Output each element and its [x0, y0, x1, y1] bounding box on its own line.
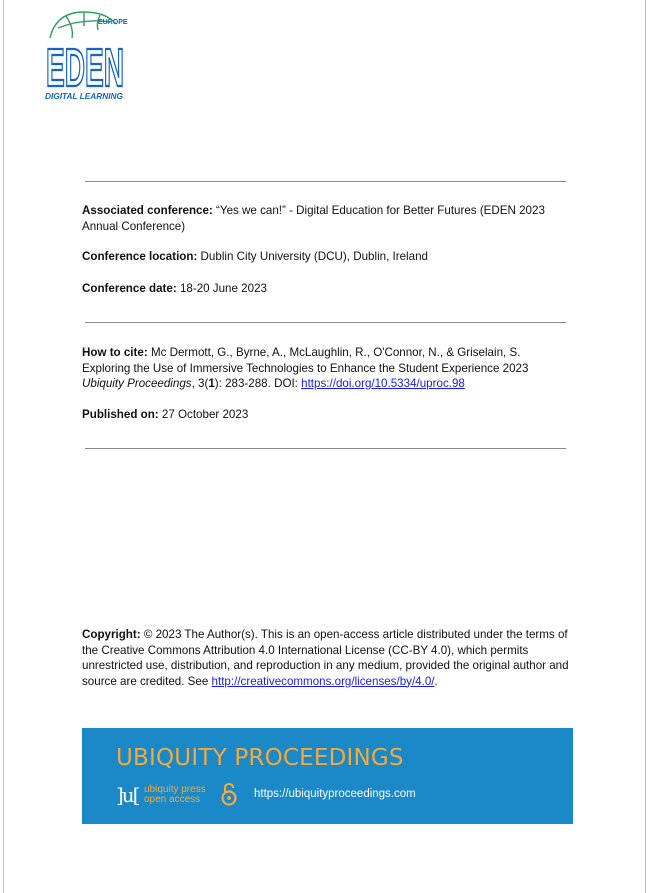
ubiquity-press-mark: ]u[ [116, 783, 139, 807]
associated-conference [82, 203, 570, 234]
ubiquity-banner [82, 728, 573, 824]
associated-conference-value: “Yes we can!” - Digital Education for Better Futures (EDEN 2023 Annual Conference) [82, 204, 545, 233]
logo-europe-text: EUROPE [98, 19, 128, 26]
copyright-label: Copyright: [82, 628, 141, 641]
banner-title: UBIQUITY PROCEEDINGS [116, 745, 404, 771]
doi-link[interactable]: https://doi.org/10.5334/uproc.98 [301, 377, 465, 390]
press-line-2: open access [144, 794, 201, 805]
conference-location-label: Conference location: [82, 250, 198, 263]
citation-pages: ): 283-288. DOI: [214, 377, 302, 390]
press-line-1: ubiquity press [144, 784, 206, 795]
copyright-end: . [434, 674, 438, 688]
copyright-text: © 2023 The Author(s). This is an open-access article distributed under the terms of the Creative Commons Attribution 4.0 International License (CC-BY 4.0), which permits unrestricted use, distribution, and reproduction in any medium, provided the original author and source are credited. See [82, 628, 569, 688]
divider-2 [85, 322, 566, 323]
banner-url-link[interactable]: https://ubiquityproceedings.com [254, 788, 416, 800]
license-link[interactable]: http://creativecommons.org/licenses/by/4.0/ [211, 674, 435, 688]
how-to-cite-label: How to cite: [82, 346, 148, 359]
conference-date-label: Conference date: [82, 282, 177, 295]
eden-logo [44, 8, 128, 102]
published-on-value: 27 October 2023 [161, 408, 249, 421]
associated-conference-label: Associated conference: [82, 204, 213, 217]
citation-text: Mc Dermott, G., Byrne, A., McLaughlin, R., O'Connor, N., & Griselain, S. Exploring the Use of Immersive Technologies to Enhance the Student Experience 2023 [82, 346, 529, 375]
published-on [82, 407, 570, 423]
divider-3 [85, 448, 566, 449]
conference-location [82, 249, 570, 265]
ubiquity-press-text [144, 785, 206, 805]
logo-eden-text: EDEN [46, 38, 124, 98]
copyright [82, 627, 570, 689]
citation-volume: , 3( [191, 377, 209, 390]
how-to-cite [82, 345, 570, 392]
published-on-label: Published on: [82, 408, 159, 421]
logo-digital-learning-text: DIGITAL LEARNING [45, 91, 124, 101]
citation-issue: 1 [208, 377, 215, 390]
open-access-icon [220, 782, 238, 806]
conference-date-value: 18-20 June 2023 [179, 282, 267, 295]
citation-journal: Ubiquity Proceedings [82, 377, 192, 390]
conference-date [82, 281, 570, 297]
conference-location-value: Dublin City University (DCU), Dublin, Ireland [200, 250, 428, 263]
divider-1 [85, 181, 566, 182]
page-border-left [3, 0, 4, 893]
page-border-right [645, 0, 646, 893]
